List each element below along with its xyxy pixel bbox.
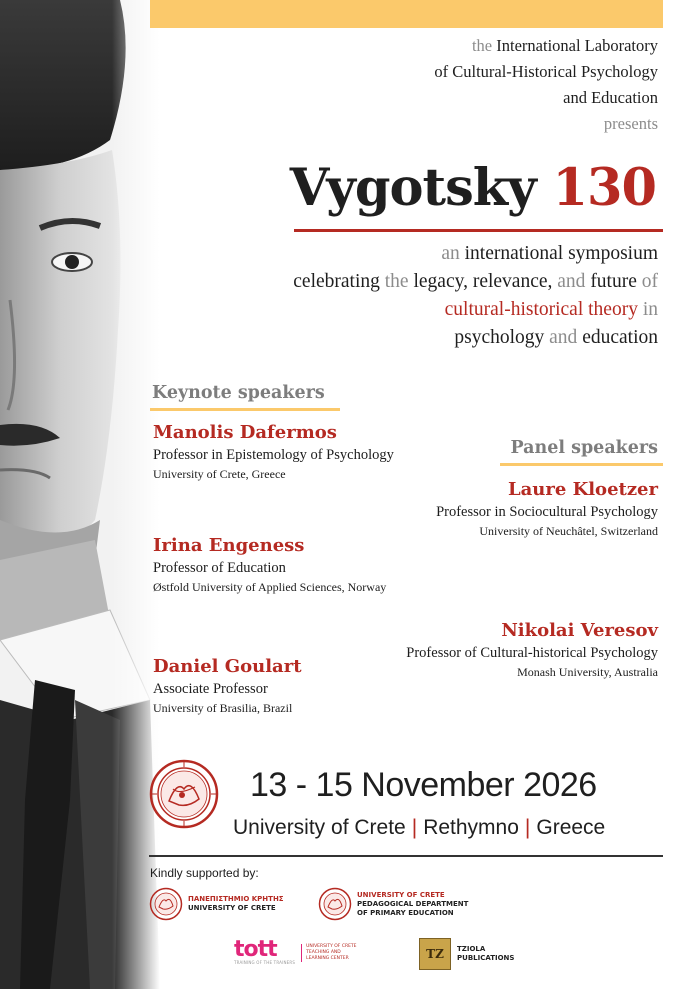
presenter-block xyxy=(434,33,658,137)
logo-line2: UNIVERSITY OF CRETE xyxy=(188,904,276,912)
venue-country: Greece xyxy=(536,816,606,839)
logo-university-of-crete xyxy=(149,887,284,921)
venue-separator: | xyxy=(411,816,418,839)
subtitle-an: an xyxy=(441,243,460,264)
presenter-line2: of Cultural-Historical Psychology xyxy=(434,62,658,81)
logo-pedagogical-department xyxy=(318,887,468,921)
tott-wordmark: tott xyxy=(234,937,277,962)
logo-line1: UNIVERSITY OF CRETE xyxy=(357,890,445,899)
tziola-mark: TZ xyxy=(419,938,451,970)
speaker-institution: Monash University, Australia xyxy=(517,665,658,679)
presenter-line1: International Laboratory xyxy=(496,36,658,55)
speaker-role: Professor of Education xyxy=(153,560,286,576)
bottom-divider xyxy=(149,855,663,857)
keynote-heading: Keynote speakers xyxy=(152,383,325,403)
speaker-role: Professor in Epistemology of Psychology xyxy=(153,447,394,463)
panel-heading: Panel speakers xyxy=(510,438,658,458)
subtitle-legacy: legacy, relevance, xyxy=(413,271,553,292)
tott-line2: TEACHING AND xyxy=(306,949,341,955)
subtitle-future: future xyxy=(590,271,637,292)
speaker-name: Nikolai Veresov xyxy=(501,620,658,641)
panel-speaker-1 xyxy=(436,479,658,539)
logo-line1: ΠΑΝΕΠΙΣΤΗΜΙΟ ΚΡΗΤΗΣ xyxy=(188,895,284,903)
subtitle-theory: cultural-historical theory xyxy=(444,299,638,320)
speaker-institution: University of Neuchâtel, Switzerland xyxy=(479,524,658,538)
speaker-institution: Østfold University of Applied Sciences, Norway xyxy=(153,580,387,594)
presenter-line3: and Education xyxy=(563,88,658,107)
crete-seal-icon xyxy=(318,887,352,921)
speaker-name: Laure Kloetzer xyxy=(507,479,658,500)
subtitle-celebrating: celebrating xyxy=(293,271,380,292)
presenter-the: the xyxy=(471,36,493,55)
university-seal-icon xyxy=(149,759,219,829)
subtitle-and-2: and xyxy=(549,327,578,348)
subtitle-education: education xyxy=(582,327,658,348)
tott-line1: UNIVERSITY OF CRETE xyxy=(306,943,357,949)
subtitle-in: in xyxy=(642,299,658,320)
venue-separator: | xyxy=(524,816,531,839)
page-title xyxy=(290,158,656,218)
logo-line2: PEDAGOGICAL DEPARTMENT xyxy=(357,899,469,908)
venue-university: University of Crete xyxy=(233,816,406,839)
tott-tagline: TRAINING OF THE TRAINERS xyxy=(234,960,296,965)
event-dates: 13 - 15 November 2026 xyxy=(250,766,597,804)
keynote-speaker-3 xyxy=(153,656,302,716)
speaker-name: Manolis Dafermos xyxy=(153,422,337,443)
title-underline xyxy=(294,229,663,232)
speaker-institution: University of Crete, Greece xyxy=(153,467,286,481)
subtitle-the: the xyxy=(384,271,409,292)
subtitle-of: of xyxy=(641,271,658,292)
panel-underline xyxy=(500,463,663,466)
subtitle-line1: international symposium xyxy=(464,243,658,264)
tziola-line2: PUBLICATIONS xyxy=(457,954,515,962)
speaker-institution: University of Brasilia, Brazil xyxy=(153,701,293,715)
event-venue xyxy=(233,816,605,840)
speaker-role: Professor in Sociocultural Psychology xyxy=(436,504,658,520)
speaker-name: Irina Engeness xyxy=(153,535,305,556)
supported-label: Kindly supported by: xyxy=(150,866,259,880)
portrait-image xyxy=(0,0,160,989)
speaker-role: Associate Professor xyxy=(153,681,268,697)
presenter-presents: presents xyxy=(603,114,658,133)
logo-tziola xyxy=(419,938,514,970)
logo-tott xyxy=(234,937,357,965)
tott-line3: LEARNING CENTER xyxy=(306,955,349,961)
subtitle-block xyxy=(293,240,658,352)
title-number: 130 xyxy=(552,158,656,218)
panel-speaker-2 xyxy=(406,620,658,680)
speaker-name: Daniel Goulart xyxy=(153,656,302,677)
subtitle-psychology: psychology xyxy=(454,327,545,348)
keynote-speaker-2 xyxy=(153,535,386,595)
subtitle-and: and xyxy=(557,271,586,292)
top-accent-bar xyxy=(150,0,663,28)
venue-city: Rethymno xyxy=(423,816,519,839)
tziola-line1: TZIOLA xyxy=(457,945,486,953)
title-main: Vygotsky xyxy=(289,158,536,218)
keynote-speaker-1 xyxy=(153,422,394,482)
crete-seal-icon xyxy=(149,887,183,921)
logo-line3: OF PRIMARY EDUCATION xyxy=(357,908,454,917)
speaker-role: Professor of Cultural-historical Psychology xyxy=(406,645,658,661)
keynote-underline xyxy=(150,408,340,411)
